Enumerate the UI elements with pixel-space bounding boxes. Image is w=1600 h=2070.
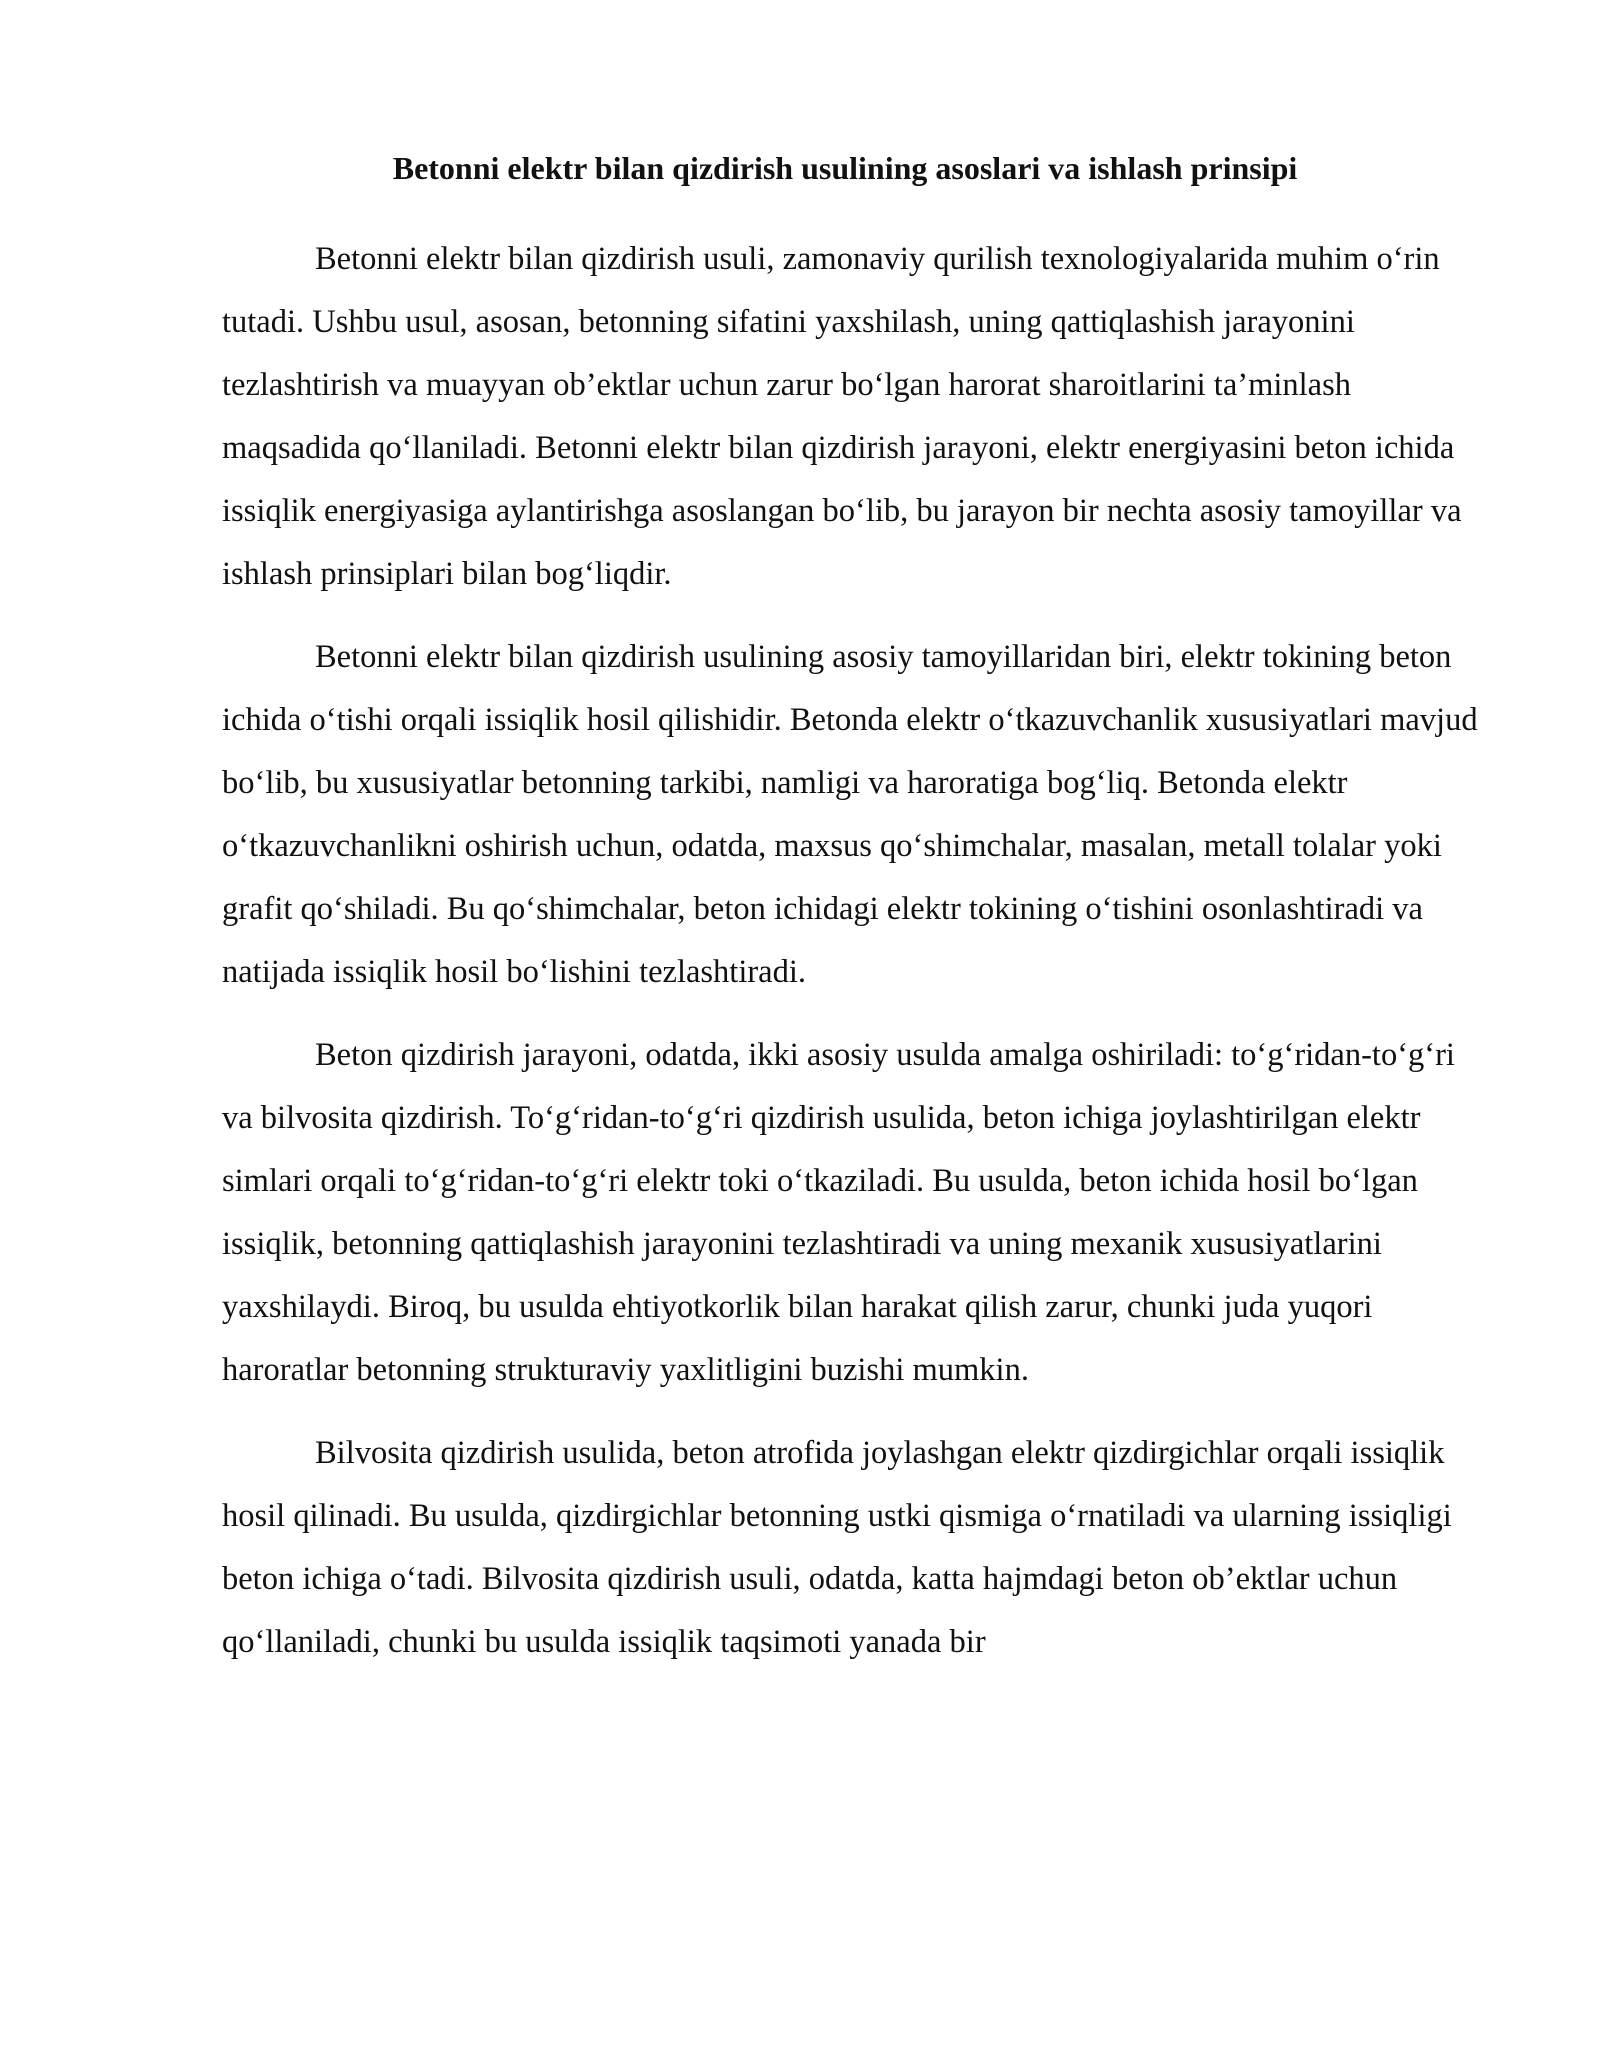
paragraph-1: Betonni elektr bilan qizdirish usuli, zamonaviy qurilish texnologiyalarida muhim o‘rin tutadi. Ushbu usul, asosan, betonning sifatini yaxshilash, uning qattiqlashish jarayonini tezlashtirish va muayyan ob’ektlar uchun zarur bo‘lgan harorat sharoitlarini ta’minlash maqsadida qo‘llaniladi. Betonni elektr bilan qizdirish jarayoni, elektr energiyasini beton ichida issiqlik energiyasiga aylantirishga asoslangan bo‘lib, bu jarayon bir nechta asosiy tamoyillar va ishlash prinsiplari bilan bog‘liqdir.: [222, 241, 1462, 592]
document-title: Betonni elektr bilan qizdirish usulining asoslari va ishlash prinsipi: [392, 150, 1298, 186]
document-body: [222, 228, 1480, 1694]
paragraph-4: Bilvosita qizdirish usulida, beton atrofida joylashgan elektr qizdirgichlar orqali issiqlik hosil qilinadi. Bu usulda, qizdirgichlar betonning ustki qismiga o‘rnatiladi va ularning issiqligi beton ichiga o‘tadi. Bilvosita qizdirish usuli, odatda, katta hajmdagi beton ob’ektlar uchun qo‘llaniladi, chunki bu usulda issiqlik taqsimoti yanada bir: [222, 1435, 1452, 1660]
paragraph-3: Beton qizdirish jarayoni, odatda, ikki asosiy usulda amalga oshiriladi: to‘g‘ridan-to‘g‘ri va bilvosita qizdirish. To‘g‘ridan-to‘g‘ri qizdirish usulida, beton ichiga joylashtirilgan elektr simlari orqali to‘g‘ridan-to‘g‘ri elektr toki o‘tkaziladi. Bu usulda, beton ichida hosil bo‘lgan issiqlik, betonning qattiqlashish jarayonini tezlashtiradi va uning mexanik xususiyatlarini yaxshilaydi. Biroq, bu usulda ehtiyotkorlik bilan harakat qilish zarur, chunki juda yuqori haroratlar betonning strukturaviy yaxlitligini buzishi mumkin.: [222, 1037, 1455, 1388]
paragraph-2: Betonni elektr bilan qizdirish usulining asosiy tamoyillaridan biri, elektr tokining beton ichida o‘tishi orqali issiqlik hosil qilishidir. Betonda elektr o‘tkazuvchanlik xususiyatlari mavjud bo‘lib, bu xususiyatlar betonning tarkibi, namligi va haroratiga bog‘liq. Betonda elektr o‘tkazuvchanlikni oshirish uchun, odatda, maxsus qo‘shimchalar, masalan, metall tolalar yoki grafit qo‘shiladi. Bu qo‘shimchalar, beton ichidagi elektr tokining o‘tishini osonlashtiradi va natijada issiqlik hosil bo‘lishini tezlashtiradi.: [222, 639, 1478, 990]
